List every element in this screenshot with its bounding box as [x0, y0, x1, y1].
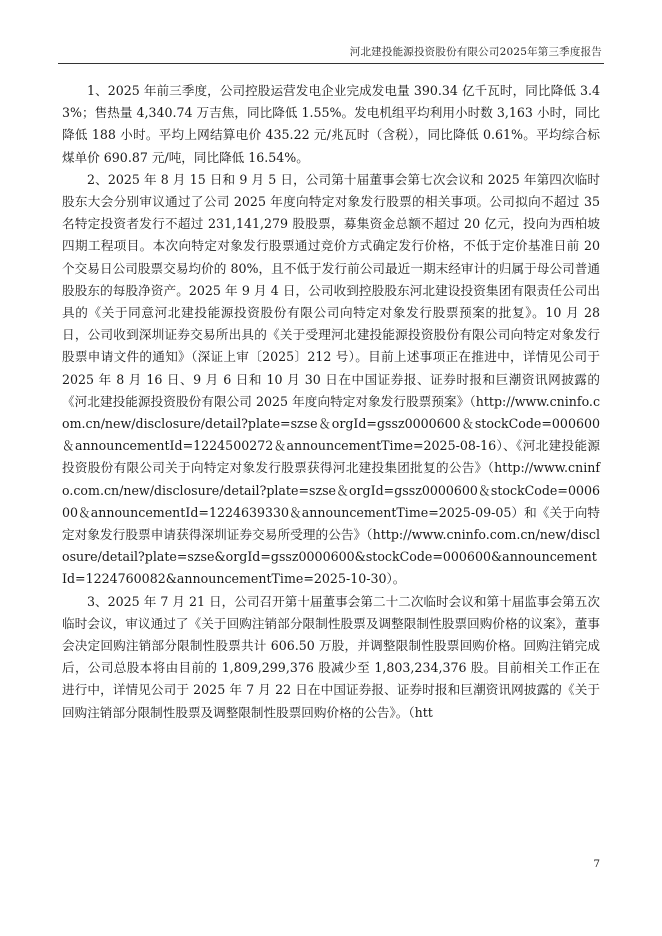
- paragraph-share-repurchase: 3、2025 年 7 月 21 日，公司召开第十届董事会第二十二次临时会议和第十届监事会第五次临时会议，审议通过了《关于回购注销部分限制性股票及调整限制性股票回购价格的议案》，董事会决定回购注销部分限制性股票共计 606.50 万股，并调整限制性股票回购价格。回购注销完成后，公司总股本将由目前的 1,809,299,376 股减少至 1,803,234,376 股。目前相关工作正在进行中，详情见公司于 2025 年 7 月 22 日在中国证券报、证券时报和巨潮资讯网披露的《关于回购注销部分限制性股票及调整限制性股票回购价格的公告》。（htt: [62, 593, 600, 720]
- body-content: [62, 80, 600, 724]
- paragraph-share-issuance: 2、2025 年 8 月 15 日和 9 月 5 日，公司第十届董事会第七次会议和 2025 年第四次临时股东大会分别审议通过了公司 2025 年度向特定对象发行股票的相关事项。公司拟向不超过 35 名特定投资者发行不超过 231,141,279 股股票，募集资金总额不超过 20 亿元，投向为西柏坡四期工程项目。本次向特定对象发行股票通过竞价方式确定发行价格，不低于定价基准日前 20 个交易日公司股票交易均价的 80%，且不低于发行前公司最近一期末经审计的归属于母公司普通股股东的每股净资产。2025 年 9 月 4 日，公司收到控股股东河北建设投资集团有限责任公司出具的《关于同意河北建投能源投资股份有限公司向特定对象发行股票预案的批复》。10 月 28 日，公司收到深圳证券交易所出具的《关于受理河北建投能源投资股份有限公司向特定对象发行股票申请文件的通知》（深证上审〔2025〕212 号）。目前上述事项正在推进中，详情见公司于 2025 年 8 月 16 日、9 月 6 日和 10 月 30 日在中国证券报、证券时报和巨潮资讯网披露的《河北建投能源投资股份有限公司 2025 年度向特定对象发行股票预案》（http://www.cninfo.com.cn/new/disclosure/detail?plate=szse＆orgId=gssz0000600＆stockCode=000600＆announcementId=1224500272＆announcementTime=2025-08-16）、《河北建投能源投资股份有限公司关于向特定对象发行股票获得河北建投集团批复的公告》（http://www.cninfo.com.cn/new/disclosure/detail?plate=szse＆orgId=gssz0000600＆stockCode=000600＆announcementId=1224639330＆announcementTime=2025-09-05）和《关于向特定对象发行股票申请获得深圳证券交易所受理的公告》（http://www.cninfo.com.cn/new/disclosure/detail?plate=szse&orgId=gssz0000600&stockCode=000600&announcementId=1224760082&announcementTime=2025-10-30）。: [62, 171, 600, 587]
- page-number: 7: [593, 858, 600, 870]
- paragraph-operations: 1、2025 年前三季度，公司控股运营发电企业完成发电量 390.34 亿千瓦时，同比降低 3.43%；售热量 4,340.74 万吉焦，同比降低 1.55%。发电机组平均利用小时数 3,163 小时，同比降低 188 小时。平均上网结算电价 435.22 元/兆瓦时（含税），同比降低 0.61%。平均综合标煤单价 690.87 元/吨，同比降低 16.54%。: [62, 83, 600, 165]
- header-divider: [58, 63, 604, 64]
- page-header: 河北建投能源投资股份有限公司2025年第三季度报告: [349, 46, 602, 58]
